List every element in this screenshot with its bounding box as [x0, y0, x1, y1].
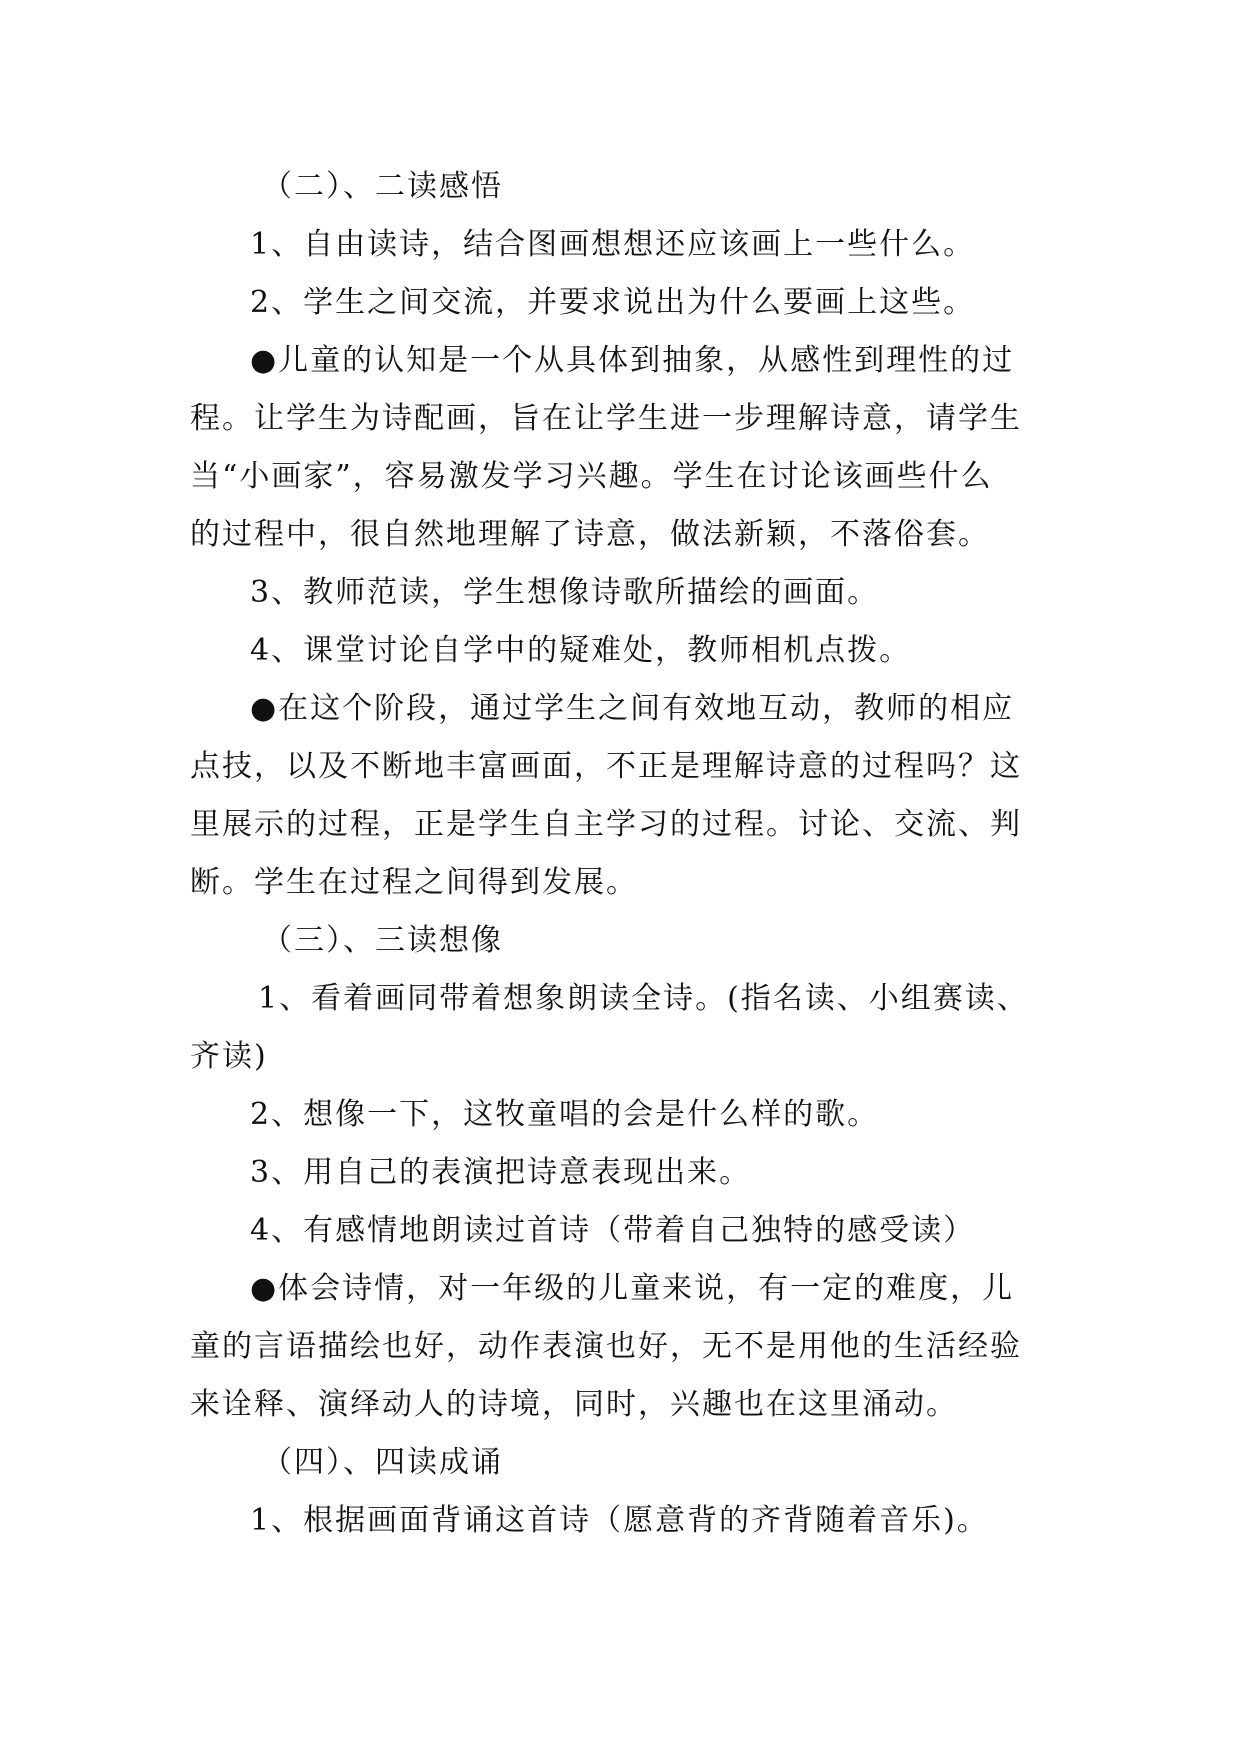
paragraph-line: ●在这个阶段，通过学生之间有效地互动，教师的相应: [250, 691, 1015, 726]
paragraph-line: 程。让学生为诗配画，旨在让学生进一步理解诗意，请学生: [190, 401, 1022, 436]
section-heading-4: （四）、四读成诵: [262, 1445, 503, 1480]
paragraph-line: 当“小画家”，容易激发学习兴趣。学生在讨论该画些什么: [190, 459, 993, 494]
document-body: [190, 158, 1050, 1550]
list-item-continuation: 齐读): [190, 1039, 268, 1074]
list-item: 2、想像一下，这牧童唱的会是什么样的歌。: [250, 1097, 880, 1132]
paragraph-line: ●儿童的认知是一个从具体到抽象，从感性到理性的过: [250, 343, 1015, 378]
list-item: 3、用自己的表演把诗意表现出来。: [250, 1155, 752, 1190]
section-heading-2: （二）、二读感悟: [262, 169, 503, 204]
section-heading-3: （三）、三读想像: [262, 923, 503, 958]
list-item: 1、根据画面背诵这首诗（愿意背的齐背随着音乐)。: [250, 1503, 989, 1538]
list-item: 4、课堂讨论自学中的疑难处，教师相机点拨。: [250, 633, 912, 668]
paragraph-line: 断。学生在过程之间得到发展。: [190, 865, 638, 900]
paragraph-line: 童的言语描绘也好，动作表演也好，无不是用他的生活经验: [190, 1329, 1022, 1364]
paragraph-line: 点技，以及不断地丰富画面，不正是理解诗意的过程吗？这: [190, 749, 1022, 784]
list-item: 2、学生之间交流，并要求说出为什么要画上这些。: [250, 285, 976, 320]
list-item: 4、有感情地朗读过首诗（带着自己独特的感受读）: [250, 1213, 976, 1248]
list-item: 1、自由读诗，结合图画想想还应该画上一些什么。: [250, 227, 976, 262]
list-item: 1、看着画同带着想象朗读全诗。(指名读、小组赛读、: [258, 981, 1029, 1016]
paragraph-line: ●体会诗情，对一年级的儿童来说，有一定的难度，儿: [250, 1271, 1015, 1306]
paragraph-line: 的过程中，很自然地理解了诗意，做法新颖，不落俗套。: [190, 517, 990, 552]
paragraph-line: 里展示的过程，正是学生自主学习的过程。讨论、交流、判: [190, 807, 1022, 842]
list-item: 3、教师范读，学生想像诗歌所描绘的画面。: [250, 575, 880, 610]
paragraph-line: 来诠释、演绎动人的诗境，同时，兴趣也在这里涌动。: [190, 1387, 958, 1422]
